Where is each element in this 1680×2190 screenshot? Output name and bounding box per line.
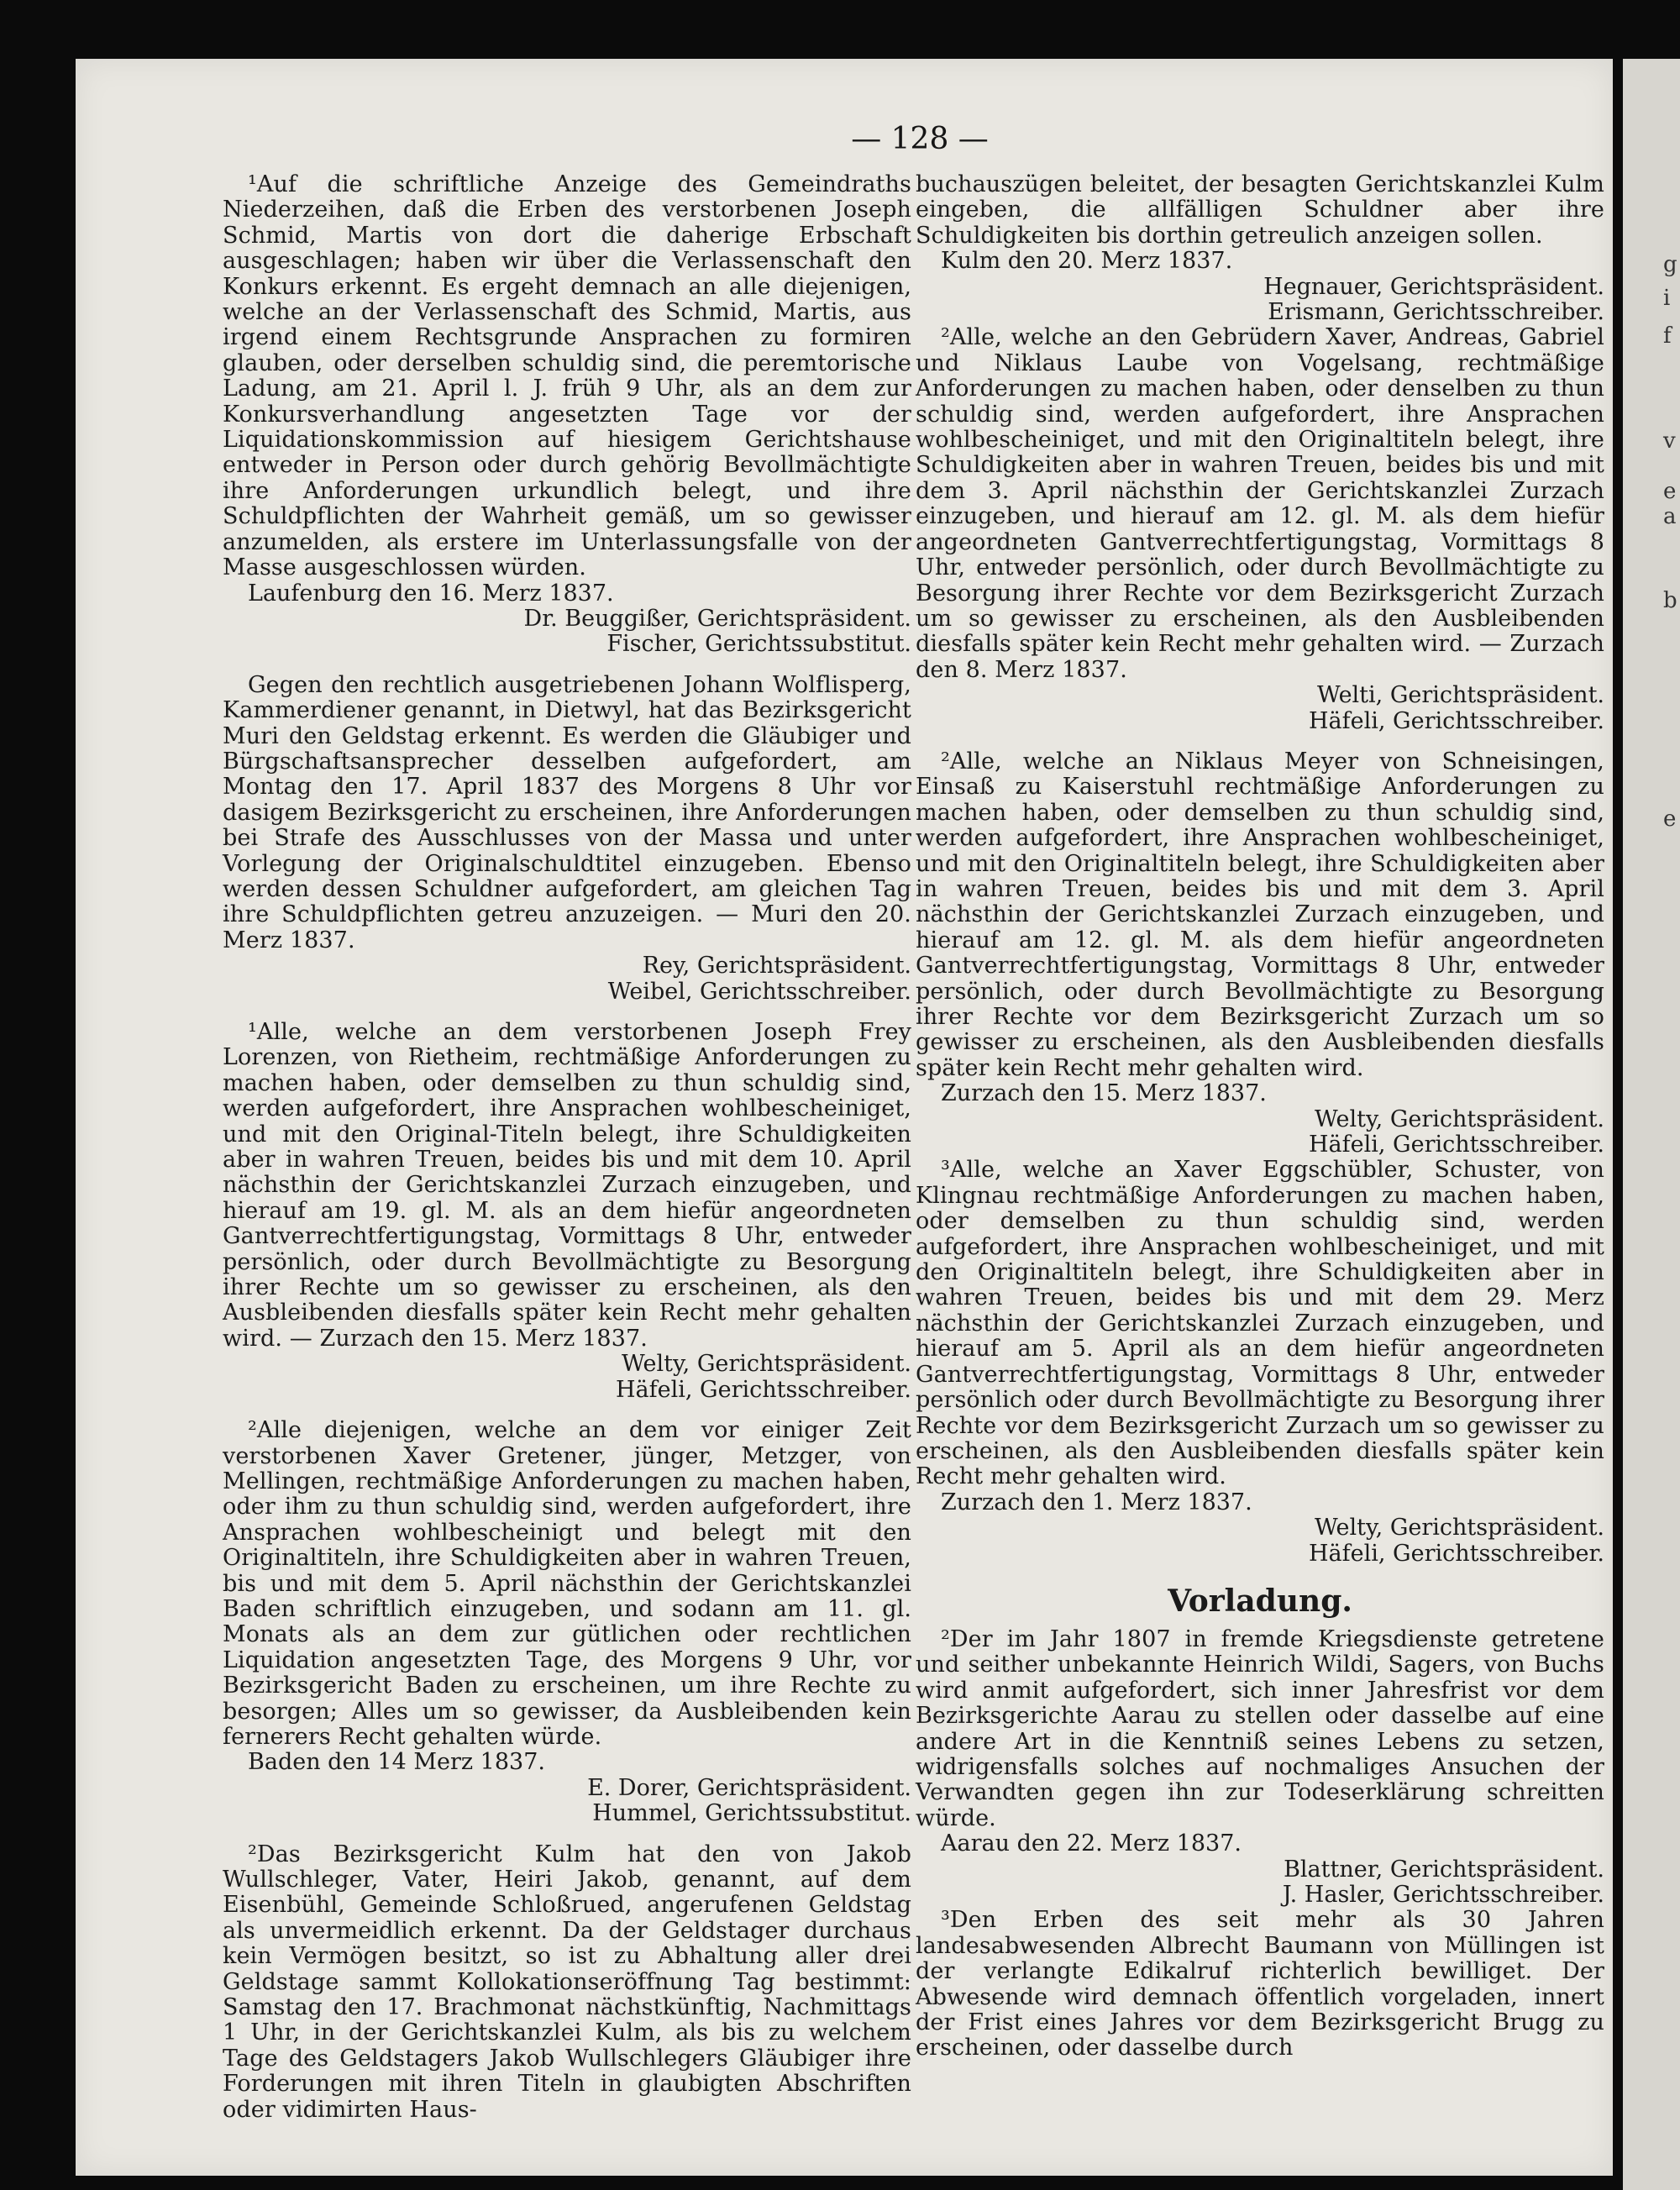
notice-signature: E. Dorer, Gerichtspräsident. (587, 1774, 911, 1801)
notice-signature: Rey, Gerichtspräsident. (642, 953, 911, 979)
notice-date: Zurzach den 15. Merz 1837. (941, 1080, 1267, 1107)
notice-paragraph: ³Den Erben des seit mehr als 30 Jahren landesabwesenden Albrecht Baumann von Müllingen ist der verlangte Edikalruf richterlich bewilliget. Der Abwesende wird demnach öffentlich vorgeladen, innert der Frist eines Jahres vor dem Bezirksgericht Brugg zu erscheinen, oder dasselbe durch (916, 1907, 1604, 2061)
notice-date: Baden den 14 Merz 1837. (248, 1749, 545, 1776)
notice-signature: Fischer, Gerichtssubstitut. (606, 631, 911, 658)
newspaper-page (76, 59, 1613, 2176)
adjacent-page-edge (1623, 59, 1680, 2190)
notice-signature: Welti, Gerichtspräsident. (1317, 682, 1604, 709)
notice-paragraph: ²Das Bezirksgericht Kulm hat den von Jakob Wullschleger, Vater, Heiri Jakob, genannt, auf dem Eisenbühl, Gemeinde Schloßrued, angerufenen Geldstag als unvermeidlich erkennt. Da der Geldstager durchaus kein Vermögen besitzt, so ist zu Abhaltung aller drei Geldstage sammt Kollokationseröffnung Tag bestimmt: Samstag den 17. Brachmonat nächstkünftig, Nachmittags 1 Uhr, in der Gerichtskanzlei Kulm, als bis zu welchem Tage des Geldstagers Jakob Wullschlegers Gläubiger ihre Forderungen mit ihren Titeln in glaubigten Abschriften oder vidimirten Haus- (223, 1841, 911, 2123)
notice-paragraph: ²Alle, welche an den Gebrüdern Xaver, Andreas, Gabriel und Niklaus Laube von Vogelsang, rechtmäßige Anforderungen zu machen haben, oder denselben zu thun schuldig sind, werden aufgefordert, ihre Ansprachen wohlbescheiniget, und mit den Originaltiteln belegt, ihre Schuldigkeiten aber in wahren Treuen, beides bis und mit dem 3. April nächsthin der Gerichtskanzlei Zurzach einzugeben, und hierauf am 12. gl. M. als dem hiefür angeordneten Gantverrechtfertigungstag, Vormittags 8 Uhr, entweder persönlich, oder durch Bevollmächtigte zu Besorgung ihrer Rechte vor dem Bezirksgericht Zurzach um so gewisser zu erscheinen, als den Ausbleibenden diesfalls später kein Recht mehr gehalten wird. — Zurzach den 8. Merz 1837. (916, 324, 1604, 683)
adjacent-page-fragment: a (1663, 504, 1677, 529)
notice-paragraph: ¹Auf die schriftliche Anzeige des Gemeindraths Niederzeihen, daß die Erben des verstorbenen Joseph Schmid, Martis von dort die daherige Erbschaft ausgeschlagen; haben wir über die Verlassenschaft den Konkurs erkennt. Es ergeht demnach an alle diejenigen, welche an der Verlassenschaft des Schmid, Martis, aus irgend einem Rechtsgrunde Ansprachen zu formiren glauben, oder derselben schuldig sind, die peremtorische Ladung, am 21. April l. J. früh 9 Uhr, als an dem zur Konkursverhandlung angesetzten Tage vor der Liquidationskommission auf hiesigem Gerichtshause entweder in Person oder durch gehörig Bevollmächtigte ihre Anforderungen urkundlich belegt, und ihre Schuldpflichten der Wahrheit gemäß, um so gewisser anzumelden, als erstere im Unterlassungsfalle von der Masse ausgeschlossen würden. (223, 171, 911, 581)
notice-paragraph: ¹Alle, welche an dem verstorbenen Joseph Frey Lorenzen, von Rietheim, rechtmäßige Anforderungen zu machen haben, oder demselben zu thun schuldig sind, werden aufgefordert, ihre Ansprachen wohlbescheiniget, und mit den Original-Titeln belegt, ihre Schuldigkeiten aber in wahren Treuen, beides bis und mit dem 10. April nächsthin der Gerichtskanzlei Zurzach einzugeben, und hierauf am 19. gl. M. als an dem hiefür angeordneten Gantverrechtfertigungstag, Vormittags 8 Uhr, entweder persönlich, oder durch Bevollmächtigte zu Besorgung ihrer Rechte um so gewisser zu erscheinen, als den Ausbleibenden diesfalls später kein Recht mehr gehalten wird. — Zurzach den 15. Merz 1837. (223, 1019, 911, 1352)
spacer (223, 1005, 911, 1020)
adjacent-page-fragment: b (1663, 588, 1677, 613)
notice-signature: Welty, Gerichtspräsident. (1314, 1515, 1604, 1541)
notice-paragraph: ³Alle, welche an Xaver Eggschübler, Schuster, von Klingnau rechtmäßige Anforderungen zu machen haben, oder demselben zu thun schuldig sind, werden aufgefordert, ihre Ansprachen wohlbescheiniget, und mit den Originaltiteln belegt, ihre Schuldigkeiten aber in wahren Treuen, beides bis und mit dem 29. Merz nächsthin der Gerichtskanzlei Zurzach einzugeben, und hierauf am 5. April als an dem hiefür angeordneten Gantverrechtfertigungstag, Vormittags 8 Uhr, entweder persönlich oder durch Bevollmächtigte zu Besorgung ihrer Rechte vor dem Bezirksgericht Zurzach um so gewisser zu erscheinen, als den Ausbleibenden diesfalls später kein Recht mehr gehalten wird. (916, 1157, 1604, 1490)
notice-paragraph: ²Alle, welche an Niklaus Meyer von Schneisingen, Einsaß zu Kaiserstuhl rechtmäßige Anforderungen zu machen haben, oder demselben zu thun schuldig sind, werden aufgefordert, ihre Ansprachen wohlbescheiniget, und mit den Originaltiteln belegt, ihre Schuldigkeiten aber in wahren Treuen, beides bis und mit dem 3. April nächsthin der Gerichtskanzlei Zurzach einzugeben, und hierauf am 12. gl. M. als dem hiefür angeordneten Gantverrechtfertigungstag, Vormittags 8 Uhr, entweder persönlich, oder durch Bevollmächtigte zu Besorgung ihrer Rechte vor dem Bezirksgericht Zurzach um so gewisser zu erscheinen, als den Ausbleibenden diesfalls später kein Recht mehr gehalten wird. (916, 748, 1604, 1081)
notice-paragraph: Gegen den rechtlich ausgetriebenen Johann Wolflisperg, Kammerdiener genannt, in Dietwyl, hat das Bezirksgericht Muri den Geldstag erkennt. Es werden die Gläubiger und Bürgschaftsansprecher desselben aufgefordert, am Montag den 17. April 1837 des Morgens 8 Uhr vor dasigem Bezirksgericht zu erscheinen, ihre Anforderungen bei Strafe des Ausschlusses von der Massa und unter Vorlegung der Originalschuldtitel einzugeben. Ebenso werden dessen Schuldner aufgefordert, am gleichen Tag ihre Schuldpflichten getreu anzuzeigen. — Muri den 20. Merz 1837. (223, 671, 911, 953)
notice-signature: Häfeli, Gerichtsschreiber. (1308, 707, 1604, 734)
left-column (223, 172, 911, 2123)
spacer (223, 658, 911, 673)
notice-signature: Blattner, Gerichtspräsident. (1284, 1856, 1604, 1883)
section-title: Vorladung. (1168, 1583, 1352, 1619)
notice-date: Zurzach den 1. Merz 1837. (941, 1489, 1252, 1515)
spacer (223, 1403, 911, 1418)
notice-signature: Welty, Gerichtspräsident. (1314, 1106, 1604, 1132)
spacer (916, 734, 1604, 749)
notice-signature: Hegnauer, Gerichtspräsident. (1263, 273, 1604, 300)
notice-date: Kulm den 20. Merz 1837. (941, 248, 1233, 275)
spacer (223, 1827, 911, 1842)
adjacent-page-fragment: i (1663, 286, 1671, 311)
notice-signature: Weibel, Gerichtsschreiber. (607, 978, 911, 1005)
adjacent-page-fragment: f (1663, 323, 1672, 349)
notice-paragraph: ²Der im Jahr 1807 in fremde Kriegsdienste getretene und seither unbekannte Heinrich Wildi, Sagers, von Buchs wird anmit aufgefordert, sich inner Jahresfrist vor dem Bezirksgerichte Aarau zu stellen oder dasselbe auf eine andere Art in die Kenntniß seines Lebens zu setzen, widrigensfalls solches auf nochmaliges Ansuchen der Verwandten gegen ihn zur Todeserklärung schreitten würde. (916, 1625, 1604, 1831)
page-number: — 128 — (851, 122, 989, 156)
notice-signature: Erismann, Gerichtsschreiber. (1268, 299, 1604, 326)
notice-signature: J. Hasler, Gerichtsschreiber. (1282, 1882, 1604, 1908)
notice-paragraph: buchauszügen beleitet, der besagten Gerichtskanzlei Kulm eingeben, die allfälligen Schuldner aber ihre Schuldigkeiten bis dorthin getreulich anzeigen sollen. (916, 171, 1604, 249)
notice-paragraph: ²Alle diejenigen, welche an dem vor einiger Zeit verstorbenen Xaver Gretener, jünger, Metzger, von Mellingen, rechtmäßige Anforderungen zu machen haben, oder ihm zu thun schuldig sind, werden aufgefordert, ihre Ansprachen wohlbescheinigt und belegt mit den Originaltiteln, ihre Schuldigkeiten aber in wahren Treuen, bis und mit dem 5. April nächsthin der Gerichtskanzlei Baden schriftlich einzugeben, und sodann am 11. gl. Monats als an dem zur gütlichen oder rechtlichen Liquidation angesetzten Tage, des Morgens 9 Uhr, vor Bezirksgericht Baden zu erscheinen, um ihre Rechte zu besorgen; Alles um so gewisser, da Ausbleibenden kein fernerers Recht gehalten würde. (223, 1417, 911, 1750)
notice-signature: Häfeli, Gerichtsschreiber. (1308, 1132, 1604, 1158)
adjacent-page-fragment: g (1663, 252, 1677, 277)
notice-signature: Welty, Gerichtspräsident. (621, 1351, 911, 1378)
adjacent-page-fragment: v (1663, 428, 1676, 454)
notice-signature: Dr. Beuggißer, Gerichtspräsident. (523, 605, 911, 632)
notice-signature: Häfeli, Gerichtsschreiber. (1308, 1540, 1604, 1567)
notice-date: Aarau den 22. Merz 1837. (941, 1830, 1242, 1857)
notice-date: Laufenburg den 16. Merz 1837. (248, 580, 614, 607)
adjacent-page-fragment: e (1663, 806, 1677, 832)
adjacent-page-fragment: e (1663, 479, 1677, 504)
notice-signature: Häfeli, Gerichtsschreiber. (615, 1376, 911, 1403)
notice-signature: Hummel, Gerichtssubstitut. (592, 1800, 911, 1827)
right-column (916, 172, 1604, 2061)
